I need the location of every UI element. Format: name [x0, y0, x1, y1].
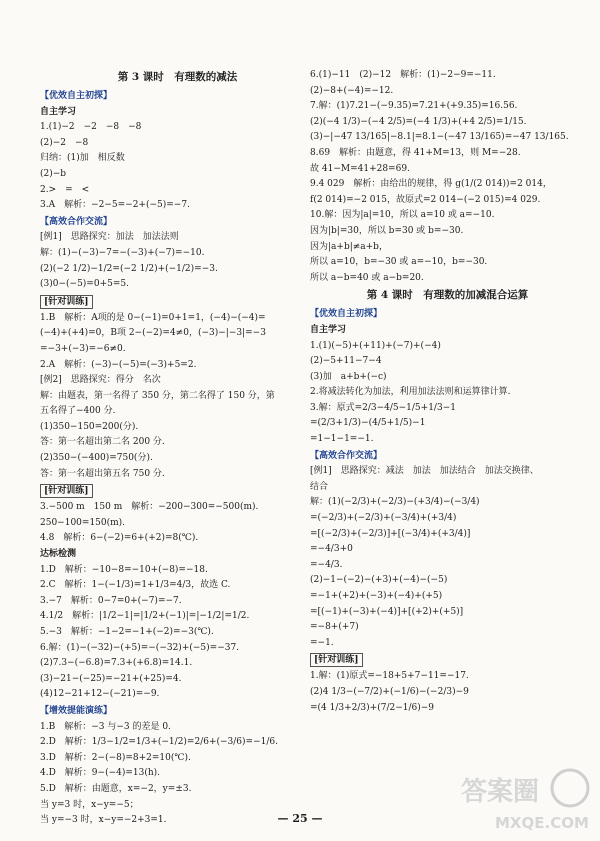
line-wrap	[40, 482, 315, 500]
answer-line: (2)4 1/3−(−7/2)+(−1/6)−(−2/3)−9	[310, 686, 469, 697]
watermark-text: 答案圈	[461, 777, 540, 807]
answer-line: 3.−7 解析：0−7=0+(−7)=−7.	[40, 595, 182, 606]
answer-line: (3)−|−47 13/165|−8.1|=8.1−(−47 13/165)=−47 13/165.	[310, 132, 569, 143]
answer-line: 解：由题表，第一名得了 350 分，第二名得了 150 分，第	[40, 390, 275, 401]
answer-line: 2.> = <	[40, 184, 90, 195]
left-lines	[40, 88, 315, 829]
answer-line: (2)(−2 1/2)−1/2=(−2 1/2)+(−1/2)=−3.	[40, 263, 218, 274]
answer-line: (2)350−(−400)=750(分).	[40, 453, 153, 464]
answer-line: (2)−1−(−2)−(+3)+(−4)−(−5)	[310, 575, 448, 586]
answer-line: =[(−2/3)+(−2/3)]+[(−3/4)+(+3/4)]	[310, 528, 471, 539]
answer-line: f(2 014)=−2 015，故原式=2 014−(−2 015)=4 029.	[310, 194, 541, 205]
answer-line: 3.解：原式=2/3−4/5−1/5+1/3−1	[310, 402, 456, 413]
answer-line: =−4/3+0	[310, 544, 353, 555]
answer-line: 五名得了−400 分.	[40, 406, 116, 417]
section-header: 【增效提能演练】	[40, 705, 113, 716]
answer-line: 答：第一名超出第五名 750 分.	[40, 468, 165, 479]
watermark-logo	[455, 762, 595, 837]
line-wrap	[40, 88, 315, 105]
subheading: 自主学习	[40, 106, 77, 117]
answer-line: (3)0−(−5)=0+5=5.	[40, 279, 129, 290]
line-wrap	[310, 651, 585, 669]
practice-label: [针对训练]	[310, 653, 363, 667]
answer-line: 2.C 解析：1−(−1/3)=1+1/3=4/3，故选 C.	[40, 580, 231, 591]
answer-line: 2.A 解析：(−3)−(−5)=(−3)+5=2.	[40, 359, 197, 370]
answer-line: 当 y=3 时，x−y=−5；	[40, 799, 139, 810]
answer-line: 4.1/2 解析：|1/2−1|=|1/2+(−1)|=|−1/2|=1/2.	[40, 611, 250, 622]
answer-line: (3)−21−(−25)=−21+(+25)=4.	[40, 673, 182, 684]
right-continued-answers	[310, 68, 585, 286]
section-header: 【高效合作交流】	[310, 450, 383, 461]
answer-line: 解：(1)(−2/3)+(−2/3)−(+3/4)−(−3/4)	[310, 497, 480, 508]
answer-line: =1−1−1=−1.	[310, 434, 374, 445]
answer-line: (2)(−4 1/3)−(−4 2/5)=(−4 1/3)+(+4 2/5)=1/15.	[310, 116, 527, 127]
answer-line: =(2/3+1/3)−(4/5+1/5)−1	[310, 418, 426, 429]
line-wrap	[310, 448, 585, 465]
answer-line: 归纳：(1)加 相反数	[40, 153, 125, 164]
answer-line: =−3+(−3)=−6≠0.	[40, 343, 126, 354]
answer-line: (2)−5+11−7−4	[310, 356, 382, 367]
answer-line: (1)350−150=200(分).	[40, 421, 139, 432]
answer-line: (2)−8+(−4)=−12.	[310, 85, 394, 96]
answer-line: 因为|a+b|≠a+b，	[310, 241, 388, 252]
answer-line: 所以 a−b=40 或 a−b=20.	[310, 272, 424, 283]
answer-line: =−1.	[310, 637, 334, 648]
answer-line: 9.4 029 解析：由给出的规律，得 g(1/(2 014))=2 014，	[310, 179, 552, 190]
right-lines	[310, 306, 585, 716]
answer-line: [例1] 思路探究：减法 加法 加法结合 加法交换律、	[310, 466, 539, 477]
answer-line: 当 y=−3 时，x−y=−2+3=1.	[40, 815, 167, 826]
answer-line: 8.69 解析：由题意，得 41+M=13，则 M=−28.	[310, 147, 521, 158]
lesson-4-title: 第 4 课时 有理数的加减混合运算	[366, 289, 529, 302]
answer-line: =(−2/3)+(−2/3)+(−3/4)+(+3/4)	[310, 513, 457, 524]
answer-line: (2)−2 −8	[40, 137, 89, 148]
answer-line: =−4/3.	[310, 559, 343, 570]
answer-line: 6.(1)−11 (2)−12 解析：(1)−2−9=−11.	[310, 70, 496, 80]
section-header: 【优效自主初探】	[310, 309, 383, 320]
practice-label: [针对训练]	[40, 484, 93, 498]
answer-line: [例1] 思路探究：加法 加法法则	[40, 232, 179, 243]
right-column	[310, 68, 585, 716]
subheading: 自主学习	[310, 324, 347, 335]
answer-line: 1.D 解析：−10−8=−10+(−8)=−18.	[40, 564, 208, 575]
answer-line: =−8+(+7)	[310, 622, 359, 633]
answer-line: 250−100=150(m).	[40, 517, 126, 528]
line-wrap	[40, 293, 315, 311]
answer-line: 1.(1)−2 −2 −8 −8	[40, 122, 142, 133]
answer-line: 4.D 解析：9−(−4)=13(h).	[40, 768, 161, 779]
answer-line: =(4 1/3+2/3)+(7/2−1/6)−9	[310, 702, 435, 713]
line-wrap	[40, 703, 315, 720]
subheading: 达标检测	[40, 549, 77, 560]
answer-line: [例2] 思路探究：得分 名次	[40, 375, 161, 386]
section-header: 【高效合作交流】	[40, 216, 113, 227]
answer-line: 故 41−M=41+28=69.	[310, 163, 410, 174]
answer-line: 1.(1)(−5)+(+11)+(−7)+(−4)	[310, 340, 441, 351]
answer-line: 2.将减法转化为加法，利用加法法则和运算律计算.	[310, 387, 511, 398]
answer-line: 结合	[310, 481, 329, 492]
answer-line: (2)7.3−(−6.8)=7.3+(+6.8)=14.1.	[40, 658, 193, 669]
answer-line: 答：第一名超出第二名 200 分.	[40, 437, 165, 448]
answer-line: =[(−1)+(−3)+(−4)]+[(+2)+(+5)]	[310, 606, 464, 617]
lesson-3-title: 第 3 课时 有理数的减法	[117, 71, 238, 83]
answer-line: 1.B 解析：A项的是 0−(−1)=0+1=1，(−4)−(−4)=	[40, 312, 266, 323]
answer-line: =−1+(+2)+(−3)+(−4)+(+5)	[310, 591, 443, 601]
left-column	[40, 68, 315, 829]
answer-line: 5.−3 解析：−1−2=−1+(−2)=−3(℃).	[40, 627, 214, 637]
line-wrap	[40, 214, 315, 231]
answer-line: 所以 a=10，b=−30 或 a=−10，b=−30.	[310, 257, 488, 268]
line-wrap	[310, 306, 585, 323]
answer-line: 6.解：(1)−(−32)−(+5)=−(−32)+(−5)=−37.	[40, 642, 240, 653]
answer-line: 3.D 解析：2−(−8)=8+2=10(℃).	[40, 752, 191, 763]
answer-line: 5.D 解析：由题意，x=−2，y=±3.	[40, 783, 192, 794]
answer-line: 2.D 解析：1/3−1/2=1/3+(−1/2)=2/6+(−3/6)=−1/6.	[40, 737, 278, 748]
answer-line: 4.8 解析：6−(−2)=6+(+2)=8(℃).	[40, 533, 199, 544]
answer-line: (2)−b	[40, 168, 67, 179]
answer-line: 因为|b|=30，所以 b=30 或 b=−30.	[310, 225, 464, 236]
answer-line: (3)加 a+b+(−c)	[310, 371, 387, 382]
answer-line: 3.A 解析：−2−5=−2+(−5)=−7.	[40, 200, 190, 211]
answer-line: (4)12−21+12−(−21)=−9.	[40, 689, 160, 700]
answer-line: 1.解：(1)原式=−18+5+7−11=−17.	[310, 671, 469, 682]
answer-line: 3.−500 m 150 m 解析：−200−300=−500(m).	[40, 502, 259, 513]
answer-line: (−4)+(+4)=0，B项 2−(−2)=4≠0，(−3)−|−3|=−3	[40, 328, 266, 339]
section-header: 【优效自主初探】	[40, 91, 113, 101]
page-number: — 25 —	[277, 812, 323, 825]
practice-label: [针对训练]	[40, 295, 93, 309]
answer-line: 10.解：因为|a|=10，所以 a=10 或 a=−10.	[310, 210, 495, 221]
answer-line: 7.解：(1)7.21−(−9.35)=7.21+(+9.35)=16.56.	[310, 101, 518, 112]
answer-line: 1.B 解析：−3 与−3 的差是 0.	[40, 721, 171, 732]
answer-line: 解：(1)−(−3)−7=−(−3)+(−7)=−10.	[40, 247, 205, 258]
watermark-url: MXQE.COM	[495, 814, 589, 832]
